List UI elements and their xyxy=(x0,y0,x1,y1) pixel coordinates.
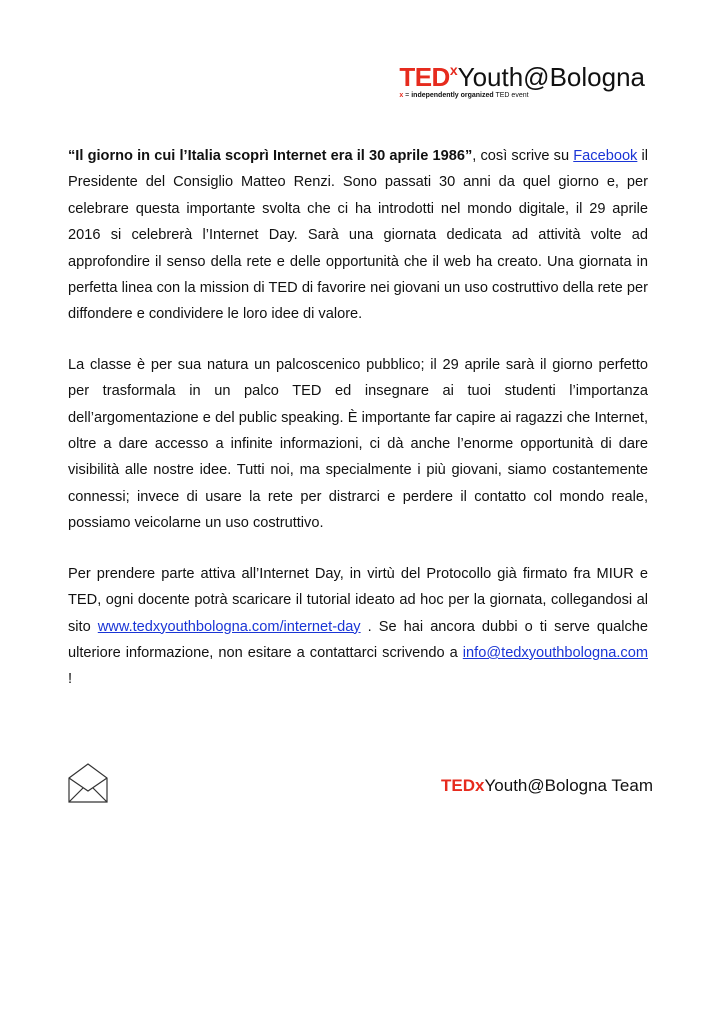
logo-sub-eq: = xyxy=(403,92,412,99)
signature-team: Youth@Bologna Team xyxy=(484,776,653,795)
envelope-icon[interactable] xyxy=(66,762,110,806)
p1-text-2: il Presidente del Consiglio Matteo Renzi. Sono passati 30 anni da quel giorno e, per celebrare questa importante svolta che ci ha introdotti nel mondo digitale, il 29 aprile 2016 si celebrerà l’Internet Day. Sarà una giornata dedicata ad attività volte ad approfondire il senso della rete e delle opportunità che il web ha creato. Una giornata in perfetta linea con la mission di TED di favorire nei giovani un uso costruttivo della rete per diffondere e condividere le loro idee di valore. xyxy=(68,148,649,323)
paragraph-2: La classe è per sua natura un palcoscenico pubblico; il 29 aprile sarà il giorno perfetto per trasformala in un palco TED ed insegnare ai tuoi studenti l’importanza dell’argomentazione e del public speaking. È importante far capire ai ragazzi che Internet, oltre a dare accesso a infinite informazioni, ci dà anche l’enorme opportunità di dare visibilità alle nostre idee. Tutti noi, ma specialmente i più giovani, siamo costantemente connessi; invece di usare la rete per distrarci e perdere il contatto col mondo reale, possiamo veicolarne un uso costruttivo. xyxy=(68,356,648,532)
paragraph-1 xyxy=(68,143,648,328)
logo-sub-rest: TED event xyxy=(493,92,529,99)
logo-sub-x: x xyxy=(399,92,404,99)
logo-sub-bold: independently organized xyxy=(411,92,494,99)
logo-x: x xyxy=(449,62,458,78)
email-link[interactable]: info@tedxyouthbologna.com xyxy=(462,644,648,661)
signature xyxy=(441,775,653,797)
logo-subtitle xyxy=(399,92,645,100)
facebook-link[interactable]: Facebook xyxy=(573,148,638,164)
paragraph-3 xyxy=(68,561,648,693)
p3-text-1: Per prendere parte attiva all’Internet Day, in virtù del Protocollo già firmato fra MIUR e TED, ogni docente potrà scaricare il tutorial ideato ad hoc per la giornata, collegandosi al sito xyxy=(68,565,648,635)
tedx-logo xyxy=(399,56,645,100)
p3-text-3: ! xyxy=(68,671,73,688)
letter-body xyxy=(68,143,648,693)
opening-quote: “Il giorno in cui l’Italia scoprì Internet era il 30 aprile 1986” xyxy=(68,148,473,164)
logo-title xyxy=(399,56,645,91)
p1-text-1: , così scrive su xyxy=(472,148,574,164)
logo-event-name: Youth@Bologna xyxy=(457,62,645,92)
signature-tedx: TEDx xyxy=(441,776,485,795)
logo-ted: TED xyxy=(399,62,450,92)
p3-text-2: . Se hai ancora dubbi o ti serve qualche ulteriore informazione, non esitare a contattarci scrivendo a xyxy=(68,618,649,661)
site-link[interactable]: www.tedxyouthbologna.com/internet-day xyxy=(97,618,361,635)
